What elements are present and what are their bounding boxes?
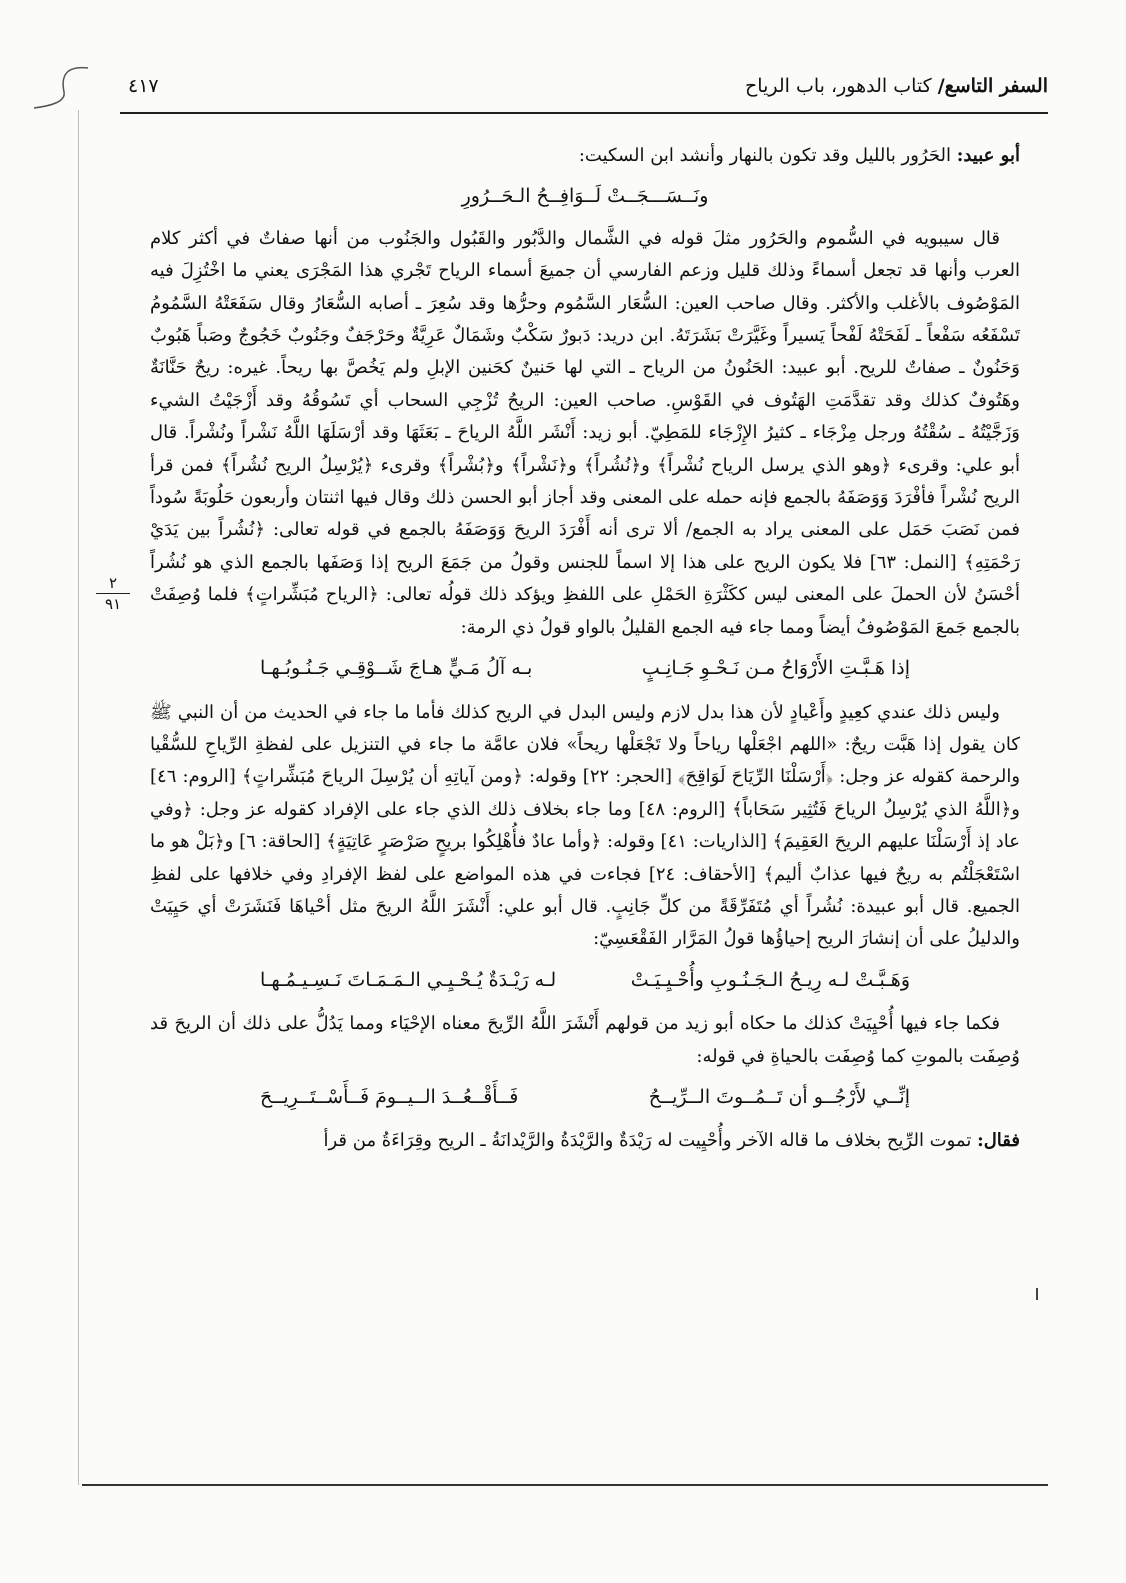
- paragraph-1-label: أبو عبيد:: [956, 145, 1020, 166]
- paragraph-5: [150, 1125, 1020, 1157]
- text-line: العرب وأنها قد تجعل أسماءً وذلك قليل وزعم الفارسي أن جميعَ أسماء الرياح تَجْري هذا المَجْرَى يعني ما اخْتُزِلَ: [180, 260, 1020, 282]
- text-line: عبيدة: نُشُراً أي مُتَفَرِّقَةً من كلِّ جَانِبٍ. قال أبو علي: أَنْشَرَ اللَّهُ الريحَ مثل أحْياهَا فَنَشَرَتْ أي حَيِيَتْ والدليلُ: [150, 895, 1020, 950]
- verse-2: [150, 652, 1020, 684]
- text-line: ﴿ومن آياتِهِ أن يُرْسِلَ الرياحَ مُبَشِّراتٍ﴾ [الروم: ٤٦] و﴿اللَّهُ الذي يُرْسِلُ الرياحَ فَتُثِير سَحَاباً﴾ [الروم: ٤٨] وما: [150, 766, 1020, 820]
- verse-4: [150, 1081, 1020, 1113]
- text-line: أيضاً ومما جاء فيه الجمع القليلُ بالواو قولُ ذي الرمة:: [460, 616, 851, 638]
- text-line: على أن إنشارَ الريح إحياؤُها قولُ المَرَّار الفَقْعَسِيّ:: [593, 928, 962, 950]
- header-title: [745, 75, 1048, 97]
- text-line: ذلك أن الريحَ قد وُصِفَت بالموتِ كما وُصِفَت بالحياةِ في قوله:: [150, 1013, 1020, 1067]
- text-line: فكما جاء فيها أُحْيِيَتْ كذلك ما حكاه أبو زيد من قولهم أَنْشَرَ اللَّهُ الرِّيحَ معناه الإحْيَاء ومما يَدُلُّ على: [277, 1013, 1001, 1035]
- text-line: بها ريحاً. غيره: ريحٌ حَنَّانَةٌ وهَتُوفٌ كذلك وقد تقدَّمَتِ الهَتُوف في القَوْسِ. صاحب العين: الريحُ تُزْجِي السحاب: [150, 357, 1020, 411]
- paragraph-1-text: الحَرُور بالليل وقد تكون بالنهار وأنشد ابن السكيت:: [578, 145, 951, 166]
- text-line: ٤١] وقوله: ﴿وأما عادٌ فأُهْلِكُوا بريحٍ صَرْصَرٍ عَاتِيَةٍ﴾ [الحاقة: ٦] و﴿بَلْ هو ما اسْتَعْجَلْتُم به ريحٌ فيها عذابٌ: [150, 831, 1020, 885]
- paragraph-5-text: تموت الرِّيح بخلاف ما قاله الآخر وأُحْيِيت له رَيْدَةٌ والرَّيْدَةُ والرَّيْدانَةُ ـ الريح وقِرَاءَةُ من قرأ: [323, 1130, 972, 1152]
- verse-2-second-hemistich: بـه آلُ مَـيٍّ هـاجَ شَــوْقِـي جَـنُـوبُـهـا: [260, 657, 533, 680]
- text-line: الحسن ذلك وقال فيها اثنتان وأربعون حَلُوبَةً سُوداً فمن نَصَبَ حَمَل على المعنى يراد به الجمع/ ألا ترى أنه: [150, 487, 1020, 541]
- paragraph-5-label: فقال:: [977, 1130, 1020, 1152]
- margin-reference-bar: [96, 593, 130, 594]
- text-line: خَجُوجٌ وصَباً هَبُوبٌ وَحَنُونٌ ـ صفاتٌ للريح. أبو عبيد: الحَنُونُ من الرياح ـ التي لها حَنينٌ كحَنين الإبلِ ولم يَخُصَّ: [150, 325, 1020, 379]
- text-line: قال سيبويه في السُّموم والحَرُور مثلَ قوله في الشَّمال والدَّبُور والقَبُول والجَنُوب من أنها صفاتٌ في أكثر كلام: [150, 227, 1000, 249]
- paragraph-2: [150, 223, 1020, 644]
- verse-3-second-hemistich: لـه رَيْـدَةٌ يُـحْـيِـي الـمَـمَـاتَ نَـسِـيـمُـهـا: [260, 968, 557, 991]
- text-line: جاء بخلاف ذلك الذي جاء على الإفراد كقوله عز وجل: ﴿وفي عاد إذ أَرْسَلْنَا عليهم الريحَ العَقِيمَ﴾ [الذاريات:: [150, 798, 1020, 853]
- text-line: ككَثْرَةِ الحَمْلِ على اللفظِ ويؤكد ذلك قولُه تعالى: ﴿الرياح مُبَشِّراتٍ﴾ فلما وُصِفَتْ بالجمع جَمعَ المَوْصُوفُ: [150, 584, 1020, 638]
- header-rule: [120, 112, 1048, 114]
- verse-4-second-hemistich: فَــأَقْــعُــدَ الــيــومَ فَــأَسْــتَــرِيــحَ: [260, 1085, 519, 1108]
- margin-reference: [96, 575, 130, 612]
- page-corner-curl: [30, 62, 90, 112]
- margin-reference-bottom: ٩١: [104, 595, 122, 613]
- text-line: السَّمُومُ تَسْفَعُه سَفْعاً ـ لَفَحَتْهُ لَفْحاً يَسيراً وغَيَّرَتْ بَشَرَتَهُ. ابن دريد: دَبورٌ سَكْبٌ وشَمَالٌ عَرِيَّةٌ وحَرْجَفٌ وجَنُوبٌ: [150, 292, 1020, 347]
- verse-4-first-hemistich: إنِّــي لأَرْجُــو أن تَــمُــوتَ الــرِّيــحُ: [648, 1085, 910, 1108]
- text-line: وقد أرْسَلَهَا اللَّهُ نَشْراً ونُشْراً. قال أبو علي: وقرىء ﴿وهو الذي يرسل الرياح نُشْراً﴾ و﴿نُشُراً﴾ و﴿نَشْراً﴾ و﴿بُشْراً﴾: [150, 422, 1020, 476]
- verse-1: ونَــسَـــجَــتْ لَــوَافِــحُ الـحَــرُورِ: [461, 185, 709, 208]
- text-line: إلا اسماً للجنس وقولُ من جَمَعَ الريح إذا وَصَفَها بالجمع الذي هو نُشُراً أحْسَنُ لأن الحملَ على المعنى ليس: [150, 551, 1021, 606]
- text-line: فيه المَوْصُوف بالأغلب والأكثر. وقال صاحب العين: السُّعَار السَّمُوم وحرُّها وقد سُعِرَ ـ أصابه السُّعَارُ وقال سَفَعَتْهُ: [150, 260, 1020, 314]
- verse-3-first-hemistich: وَهَـبَّـتْ لـه رِيـحُ الـجَـنُـوبِ وأُحْـيِـيَـتْ: [630, 968, 910, 991]
- text-line: وقرىء ﴿يُرْسِلُ الريح نُشُراً﴾ فمن قرأ الريح نُشْراً فأفْرَدَ وَوَصَفَهُ بالجمع فإنه حمله على المعنى وقد أجاز أبو: [150, 454, 1020, 509]
- header-volume: السفر التاسع/: [937, 75, 1048, 97]
- paragraph-3: [150, 697, 1020, 956]
- verse-2-first-hemistich: إذا هَـبَّـتِ الأَرْوَاحُ مـن نَـحْـوِ جَـانِـبٍ: [641, 657, 910, 680]
- header-section: كتاب الدهور، باب الرياح: [745, 75, 932, 97]
- verse-3: [150, 964, 1020, 996]
- footer-rule: [82, 1484, 1048, 1486]
- page-edge-line: [78, 110, 79, 1485]
- text-line: وليس ذلك عندي كعِيدٍ وأَعْيادٍ لأن هذا بدل لازم وليس البدل في الريح كذلك فأما ما جاء في الحديث: [273, 701, 1000, 723]
- text-line: من أن النبي ﷺ كان يقول إذا هَبَّت ريحٌ: «اللهم اجْعَلْها رياحاً ولا تَجْعَلْها ريحاً» فلان عامَّة ما جاء في: [150, 701, 1020, 755]
- paragraph-4: [150, 1008, 1020, 1073]
- page-number: ٤١٧: [128, 75, 159, 97]
- running-header: [128, 70, 1048, 102]
- text-line: أَفْرَدَ الريحَ وَوَصَفَهُ بالجمع في قوله تعالى: ﴿نُشُراً بين يَدَيْ رَحْمَتِهِ﴾ [النمل: ٦٣] فلا يكون الريح على هذا: [150, 519, 1020, 573]
- text-line: أليم﴾ [الأحقاف: ٢٤] فجاءت في هذه المواضع على لفظ الإفرادِ وفي خلافها على لفظِ الجميع. قال أبو: [150, 863, 1020, 917]
- main-text: [150, 140, 1020, 1158]
- text-line: التنزيل على لفظةِ الرِّياحِ للسُّقْيا والرحمة كقوله عز وجل: ﴿أَرْسَلْنَا الرِّيَاحَ لَوَاقِحَ﴾ [الحجر: ٢٢] وقوله:: [150, 733, 1021, 788]
- margin-reference-top: ٢: [108, 574, 118, 592]
- margin-tick-mark: [1036, 1288, 1038, 1300]
- text-line: أي تَسُوقُهُ وقد أَزْجَيْتُ الشيء وَزَجَّيْتُهُ ـ سُقْتُهُ ورجل مِزْجَاء ـ كثيرُ الإِزْجَاء للمَطِيّ. أبو زيد: أَنْشَر اللَّهُ الرياحَ ـ بَعَثَهَا: [150, 389, 1020, 444]
- paragraph-1: [150, 140, 1020, 172]
